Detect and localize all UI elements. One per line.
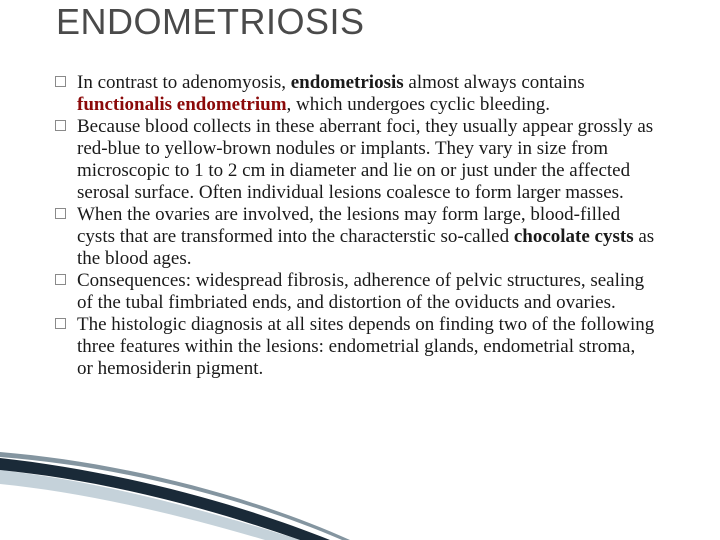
bullet-text: almost always contains bbox=[403, 72, 585, 93]
bullet-text: In contrast to adenomyosis, bbox=[77, 72, 291, 93]
bullet-item bbox=[55, 314, 655, 380]
slide-content bbox=[55, 72, 655, 380]
bullet-text: Consequences: widespread fibrosis, adherence of pelvic structures, sealing of the tubal fimbriated ends, and distortion of the oviducts and ovaries. bbox=[77, 270, 645, 313]
checkbox-bullet-icon bbox=[55, 76, 66, 87]
bullet-item bbox=[55, 270, 655, 314]
term-functionalis-endometrium: functionalis endometrium bbox=[77, 94, 287, 115]
checkbox-bullet-icon bbox=[55, 120, 66, 131]
checkbox-bullet-icon bbox=[55, 318, 66, 329]
bullet-text: The histologic diagnosis at all sites depends on finding two of the following three features within the lesions: endometrial glands, endometrial stroma, or hemosiderin pigment. bbox=[77, 314, 655, 379]
slide-title: ENDOMETRIOSIS bbox=[56, 1, 365, 42]
bullet-item bbox=[55, 72, 655, 116]
bullet-text: Because blood collects in these aberrant foci, they usually appear grossly as red-blue to yellow-brown nodules or implants. They vary in size from microscopic to 1 to 2 cm in diameter and lie on or just under the affected serosal surface. Often individual lesions coalesce to form larger masses. bbox=[77, 116, 654, 203]
checkbox-bullet-icon bbox=[55, 208, 66, 219]
swoosh-dark-band bbox=[0, 458, 330, 540]
bullet-text: as the blood ages. bbox=[77, 226, 655, 269]
bullet-item bbox=[55, 116, 655, 204]
term-chocolate-cysts: chocolate cysts bbox=[513, 226, 634, 247]
swoosh-light-band bbox=[0, 470, 300, 540]
term-endometriosis: endometriosis bbox=[290, 72, 404, 93]
swoosh-thin-line bbox=[0, 452, 350, 540]
bullet-item bbox=[55, 204, 655, 270]
bullet-text: When the ovaries are involved, the lesions may form large, blood-filled cysts that are transformed into the characterstic so-called bbox=[77, 204, 621, 247]
checkbox-bullet-icon bbox=[55, 274, 66, 285]
bullet-text: , which undergoes cyclic bleeding. bbox=[286, 94, 550, 115]
